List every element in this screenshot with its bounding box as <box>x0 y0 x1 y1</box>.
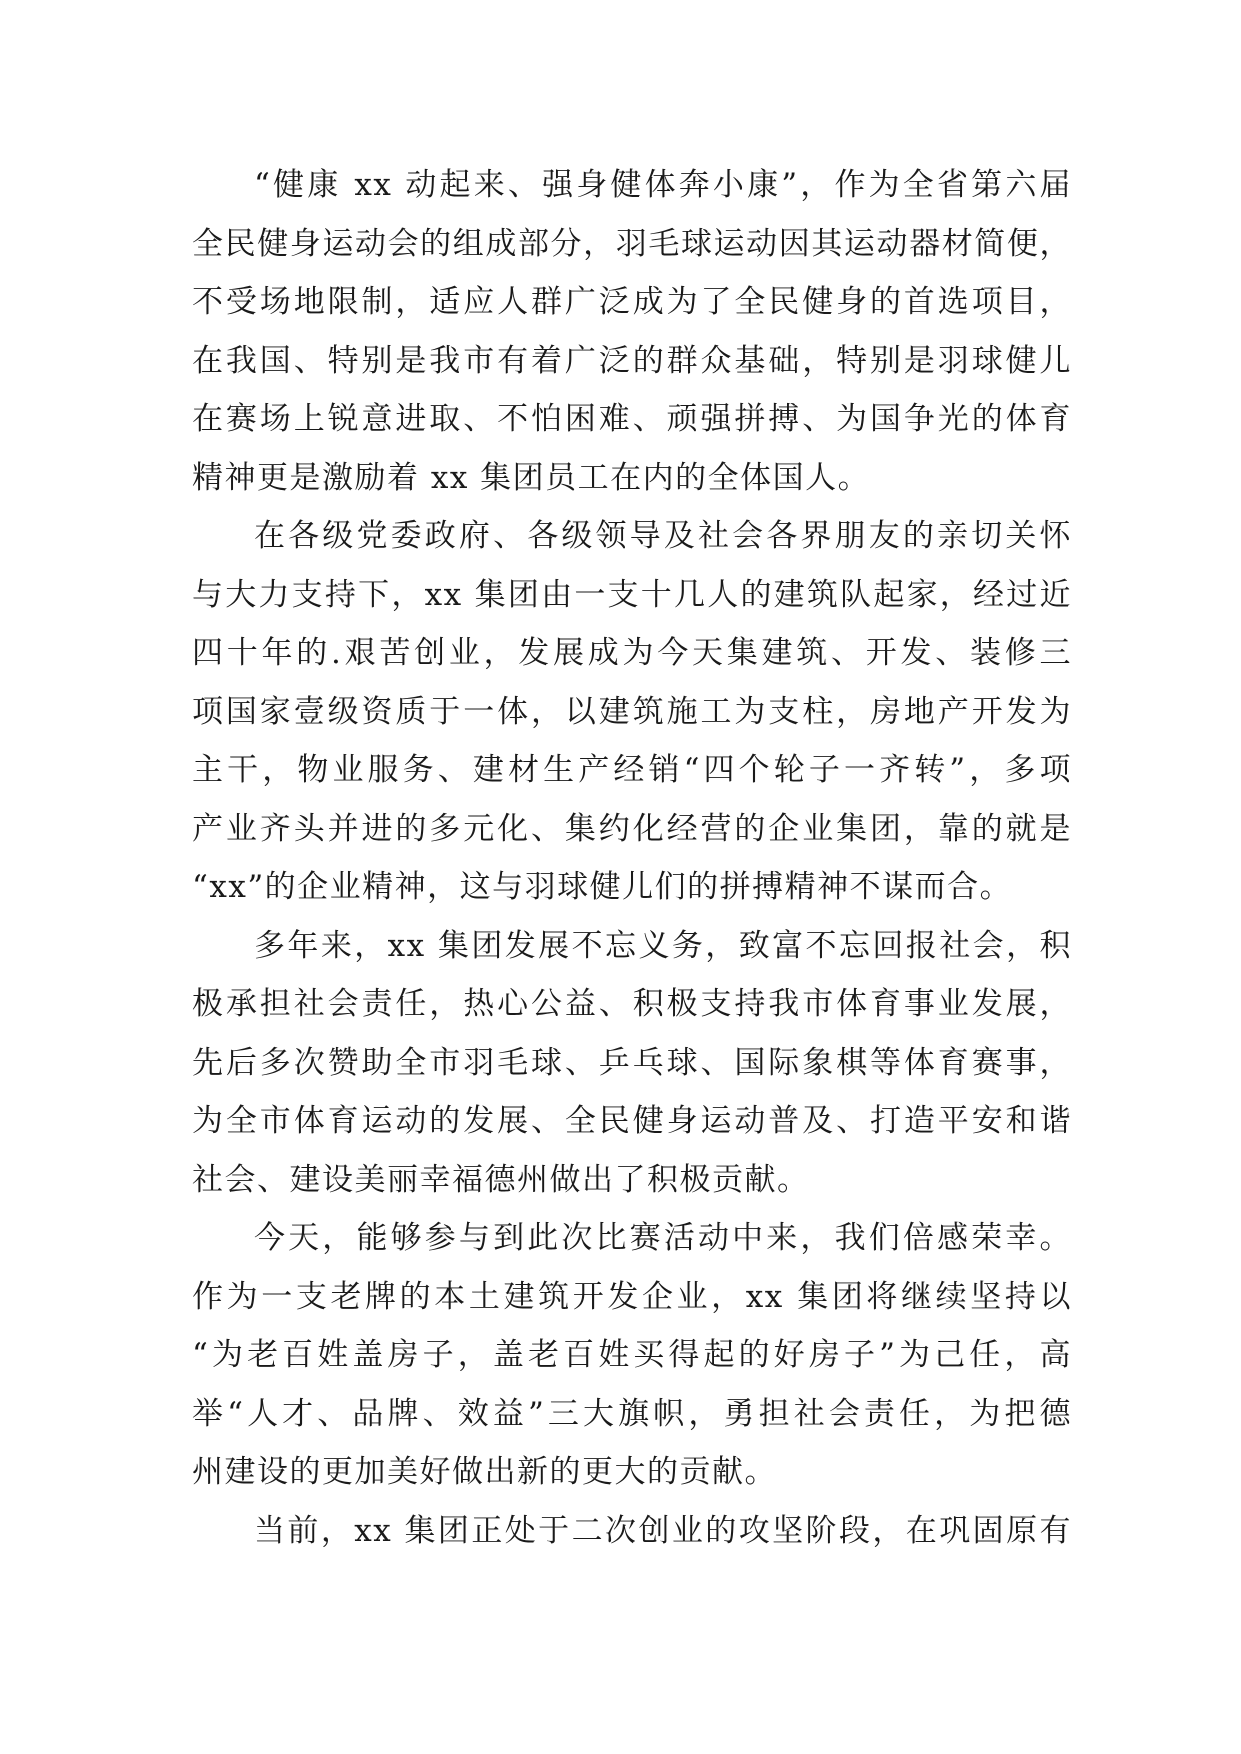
paragraph-line: 与大力支持下，xx 集团由一支十几人的建筑队起家，经过近 <box>192 576 1072 613</box>
paragraph-line: 主干，物业服务、建材生产经销“四个轮子一齐转”，多项 <box>192 752 1072 788</box>
document-body <box>192 156 1072 1560</box>
paragraph-line: 精神更是激励着 xx 集团员工在内的全体国人。 <box>192 459 871 496</box>
paragraph-5 <box>192 1502 1072 1561</box>
paragraph-3 <box>192 917 1072 1210</box>
paragraph-1 <box>192 156 1072 507</box>
paragraph-line: 产业齐头并进的多元化、集约化经营的企业集团，靠的就是 <box>192 810 1072 847</box>
paragraph-line: 不受场地限制，适应人群广泛成为了全民健身的首选项目， <box>192 284 1072 320</box>
paragraph-line: 在各级党委政府、各级领导及社会各界朋友的亲切关怀 <box>254 518 1072 554</box>
paragraph-line: 先后多次赞助全市羽毛球、乒乓球、国际象棋等体育赛事， <box>192 1044 1072 1081</box>
paragraph-2 <box>192 507 1072 917</box>
paragraph-line: 多年来，xx 集团发展不忘义务，致富不忘回报社会，积 <box>254 927 1072 964</box>
paragraph-line: 举“人才、品牌、效益”三大旗帜，勇担社会责任，为把德 <box>192 1395 1072 1432</box>
paragraph-line: 极承担社会责任，热心公益、积极支持我市体育事业发展， <box>192 986 1072 1022</box>
paragraph-line: 在赛场上锐意进取、不怕困难、顽强拼搏、为国争光的体育 <box>192 401 1072 437</box>
paragraph-line: 州建设的更加美好做出新的更大的贡献。 <box>192 1454 777 1490</box>
paragraph-line: “xx”的企业精神，这与羽球健儿们的拼搏精神不谋而合。 <box>192 869 1013 905</box>
paragraph-4 <box>192 1209 1072 1502</box>
paragraph-line: 为全市体育运动的发展、全民健身运动普及、打造平安和谐 <box>192 1103 1072 1139</box>
paragraph-line: 今天，能够参与到此次比赛活动中来，我们倍感荣幸。 <box>254 1220 1072 1256</box>
paragraph-line: 社会、建设美丽幸福德州做出了积极贡献。 <box>192 1161 810 1198</box>
paragraph-line: 作为一支老牌的本土建筑开发企业，xx 集团将继续坚持以 <box>192 1278 1072 1315</box>
paragraph-line: 在我国、特别是我市有着广泛的群众基础，特别是羽球健儿 <box>192 342 1072 379</box>
paragraph-line: “健康 xx 动起来、强身健体奔小康”，作为全省第六届 <box>254 167 1072 203</box>
paragraph-line: 当前，xx 集团正处于二次创业的攻坚阶段，在巩固原有 <box>254 1512 1072 1549</box>
paragraph-line: 项国家壹级资质于一体，以建筑施工为支柱，房地产开发为 <box>192 693 1072 730</box>
paragraph-line: 全民健身运动会的组成部分，羽毛球运动因其运动器材简便， <box>192 225 1072 262</box>
paragraph-line: 四十年的.艰苦创业，发展成为今天集建筑、开发、装修三 <box>192 635 1072 671</box>
paragraph-line: “为老百姓盖房子，盖老百姓买得起的好房子”为己任，高 <box>192 1337 1072 1373</box>
